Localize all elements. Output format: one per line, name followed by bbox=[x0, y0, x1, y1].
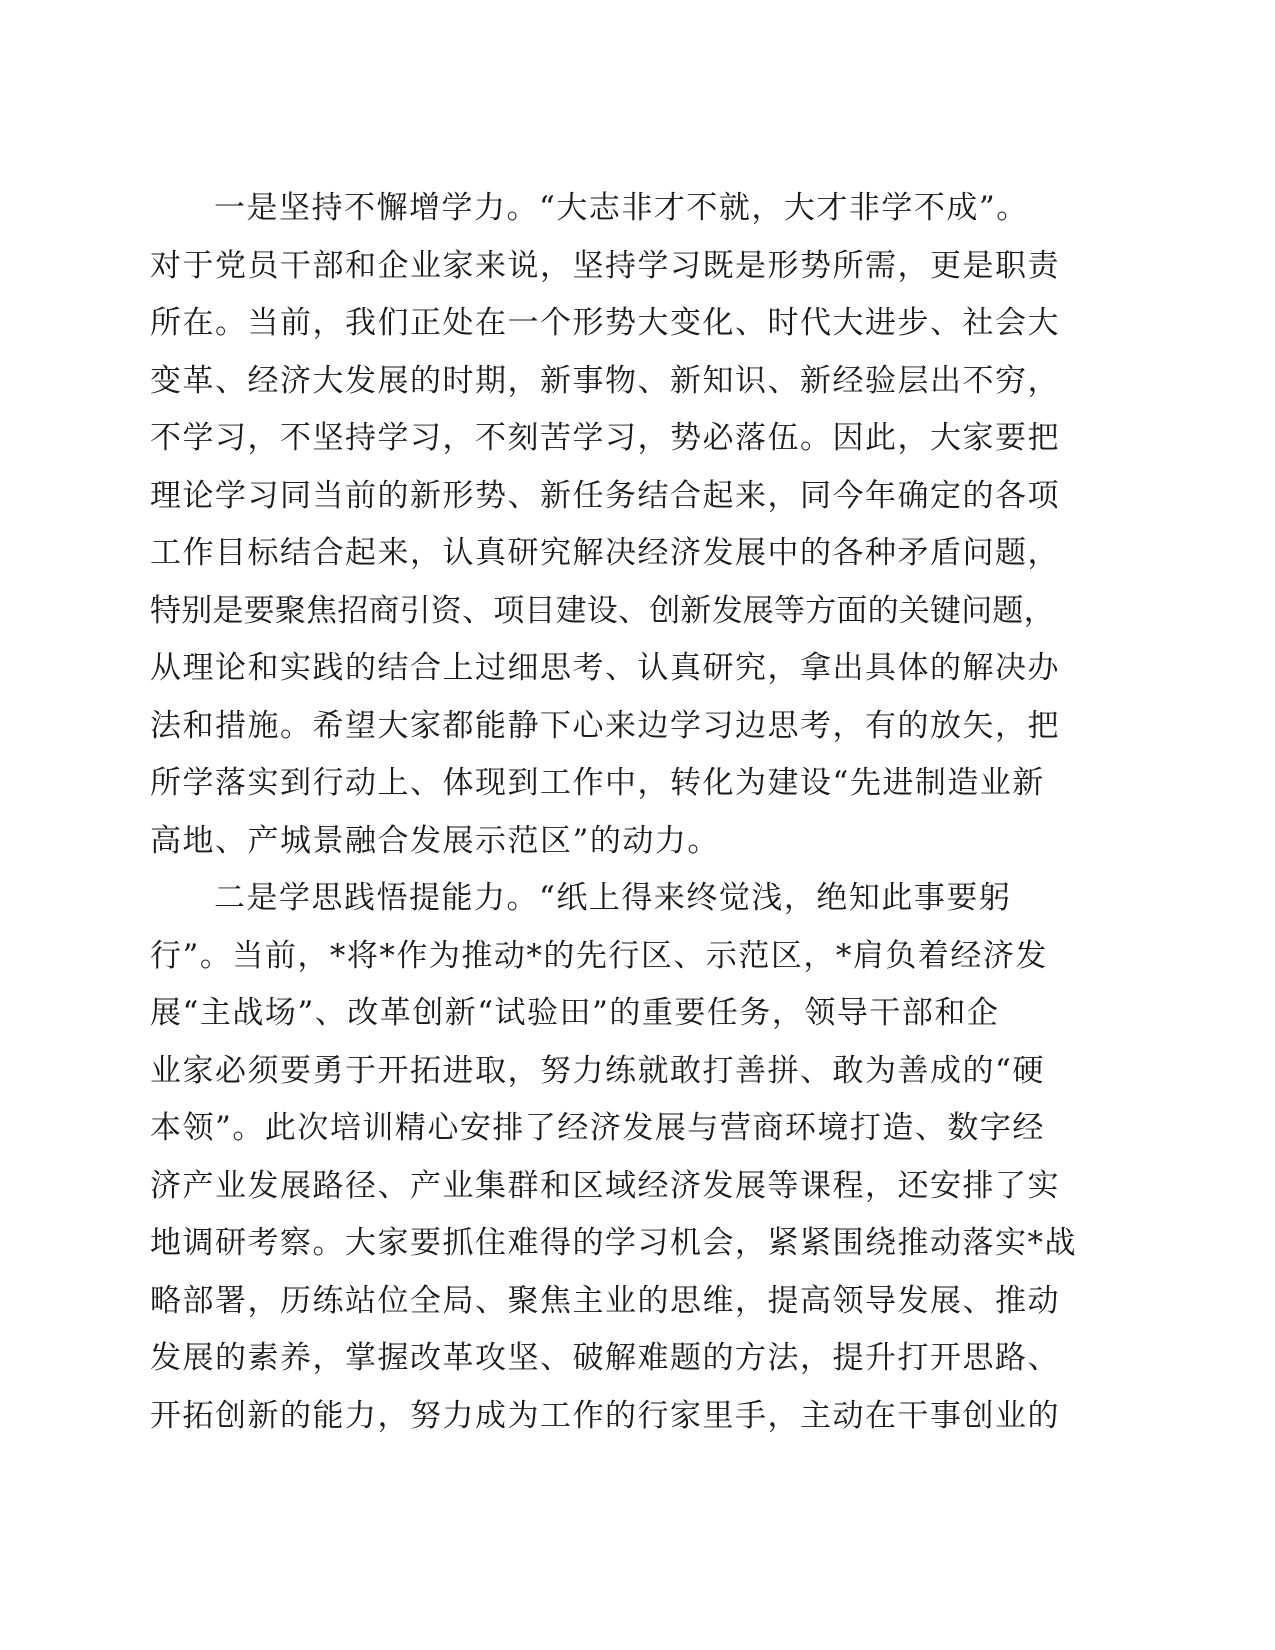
paragraph-line: 所学落实到行动上、体现到工作中，转化为建设“先进制造业新 bbox=[150, 765, 1045, 801]
paragraph-line: 地调研考察。大家要抓住难得的学习机会，紧紧围绕推动落实*战 bbox=[150, 1225, 1077, 1261]
paragraph-2 bbox=[150, 870, 1150, 1445]
paragraph-line: 法和措施。希望大家都能静下心来边学习边思考，有的放矢，把 bbox=[150, 707, 1060, 744]
paragraph-line: 发展的素养，掌握改革攻坚、破解难题的方法，提升打开思路、 bbox=[150, 1340, 1060, 1376]
paragraph-line: 不学习，不坚持学习，不刻苦学习，势必落伍。因此，大家要把 bbox=[150, 420, 1060, 456]
paragraph-line: 略部署，历练站位全局、聚焦主业的思维，提高领导发展、推动 bbox=[150, 1282, 1060, 1319]
paragraph-line: 行”。当前，*将*作为推动*的先行区、示范区，*肩负着经济发 bbox=[150, 937, 1048, 974]
paragraph-line: 所在。当前，我们正处在一个形势大变化、时代大进步、社会大 bbox=[150, 305, 1060, 341]
paragraph-line: 二是学思践悟提能力。“纸上得来终觉浅，绝知此事要躬 bbox=[214, 880, 1012, 916]
paragraph-line: 一是坚持不懈增学力。“大志非才不就，大才非学不成”。 bbox=[214, 190, 1029, 226]
paragraph-line: 工作目标结合起来，认真研究解决经济发展中的各种矛盾问题， bbox=[150, 535, 1060, 571]
paragraph-line: 业家必须要勇于开拓进取，努力练就敢打善拼、敢为善成的“硬 bbox=[150, 1052, 1045, 1089]
paragraph-line: 理论学习同当前的新形势、新任务结合起来，同今年确定的各项 bbox=[150, 477, 1060, 514]
paragraph-line: 本领”。此次培训精心安排了经济发展与营商环境打造、数字经 bbox=[150, 1110, 1045, 1146]
paragraph-line: 济产业发展路径、产业集群和区域经济发展等课程，还安排了实 bbox=[150, 1167, 1060, 1204]
paragraph-line: 展“主战场”、改革创新“试验田”的重要任务，领导干部和企 bbox=[150, 995, 1000, 1031]
paragraph-line: 特别是要聚焦招商引资、项目建设、创新发展等方面的关键问题， bbox=[150, 592, 1055, 629]
paragraph-line: 变革、经济大发展的时期，新事物、新知识、新经验层出不穷， bbox=[150, 362, 1060, 399]
paragraph-line: 对于党员干部和企业家来说，坚持学习既是形势所需，更是职责 bbox=[150, 247, 1060, 284]
paragraph-line: 开拓创新的能力，努力成为工作的行家里手，主动在干事创业的 bbox=[150, 1397, 1060, 1434]
paragraph-1 bbox=[150, 180, 1150, 870]
document-body bbox=[150, 180, 1150, 1445]
paragraph-line: 高地、产城景融合发展示范区”的动力。 bbox=[150, 822, 720, 859]
paragraph-line: 从理论和实践的结合上过细思考、认真研究，拿出具体的解决办 bbox=[150, 650, 1060, 686]
